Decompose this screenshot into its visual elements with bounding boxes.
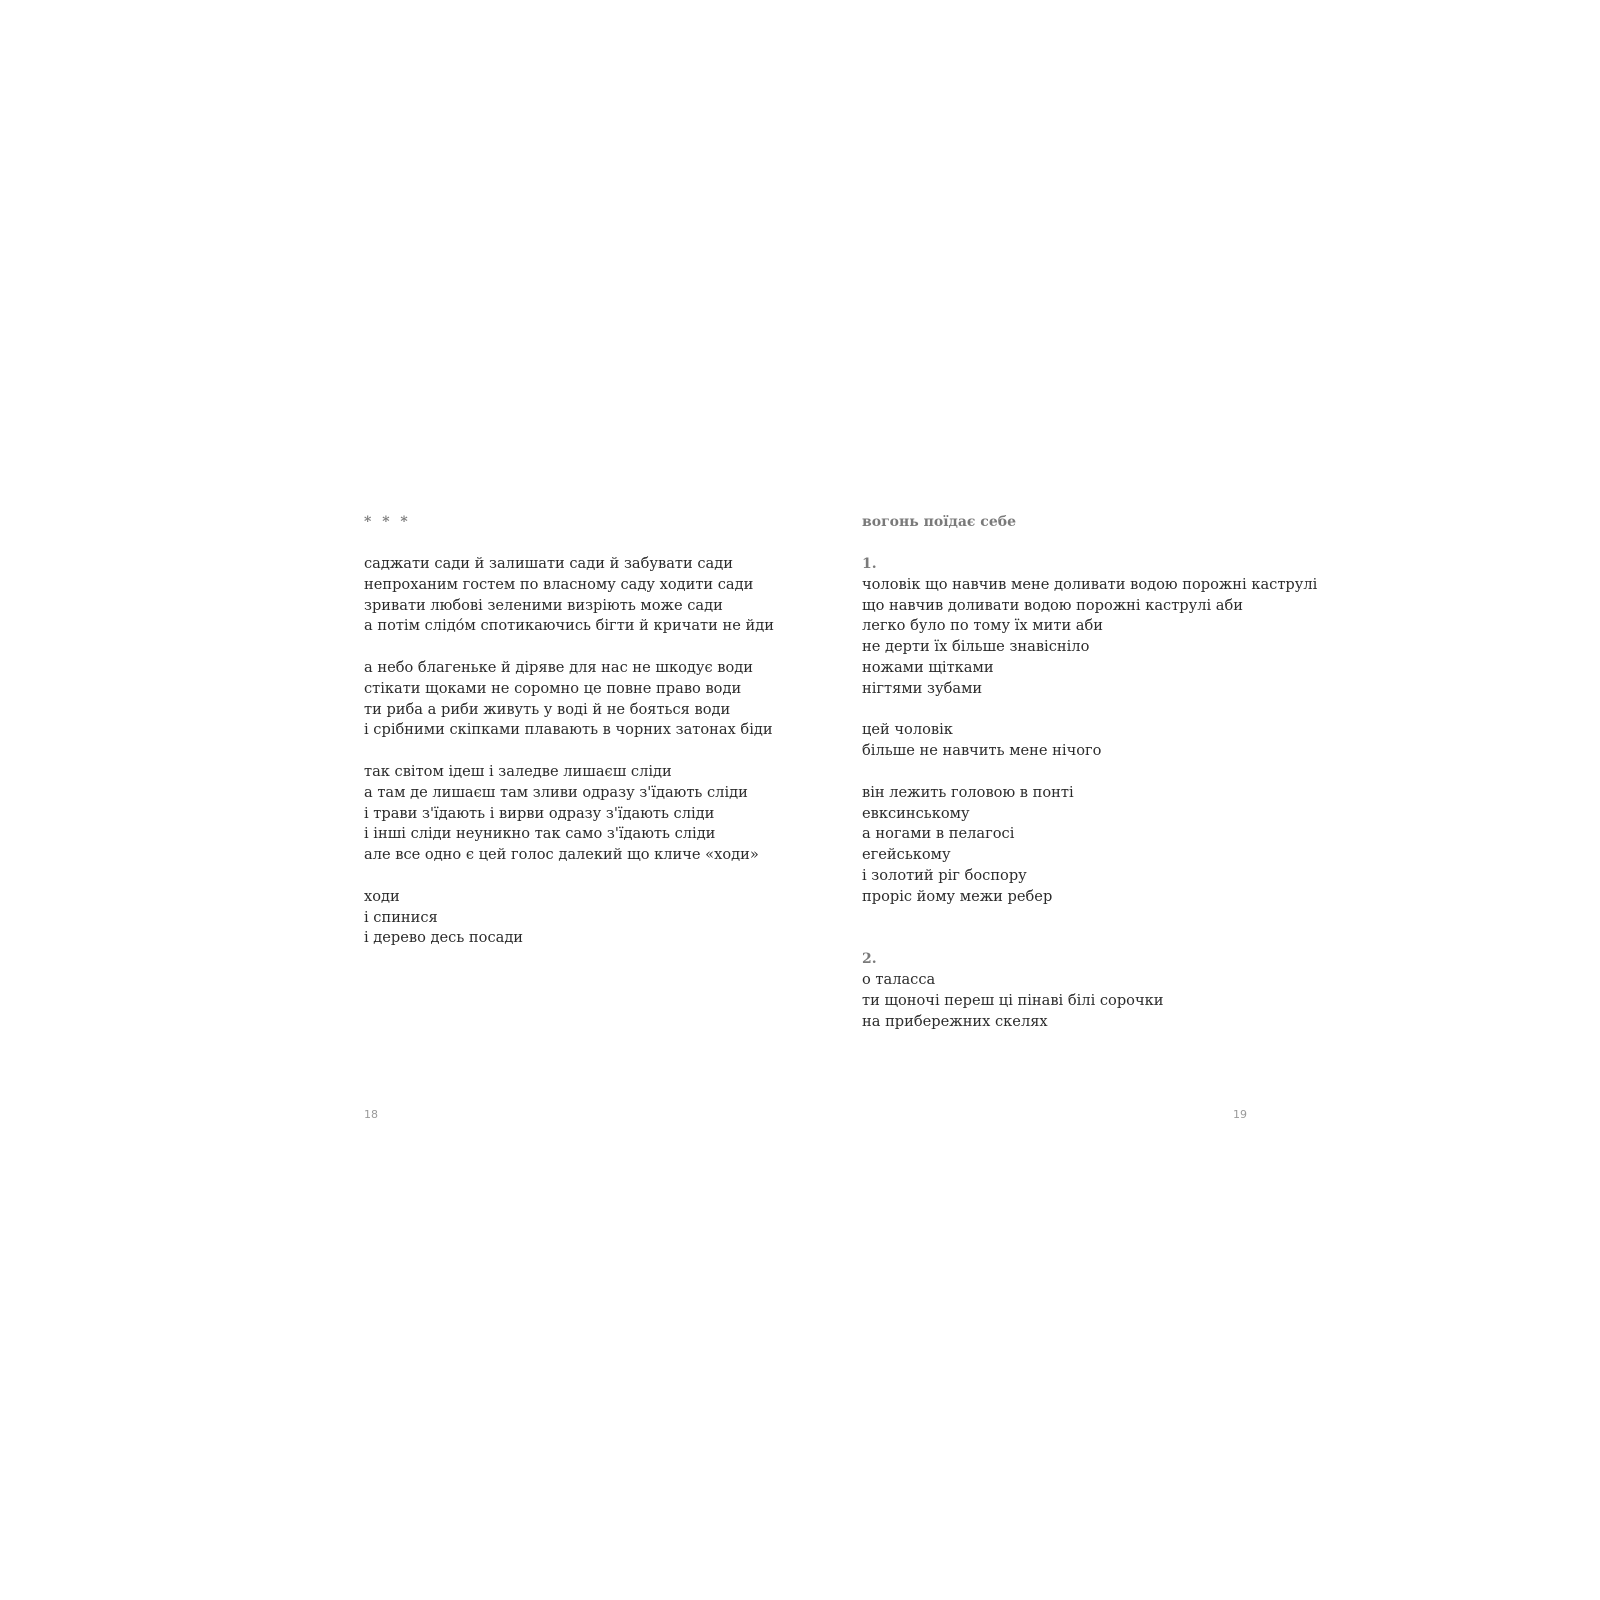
poem-line: а потім слідо́м спотикаючись бігти й кричати не йди	[364, 617, 774, 635]
section-1-stanza-2	[862, 720, 1317, 762]
poem-line: а ногами в пелагосі	[862, 825, 1015, 843]
poem-line: більше не навчить мене нічого	[862, 742, 1102, 760]
poem-line: чоловік що навчив мене доливати водою порожні каструлі	[862, 575, 1318, 593]
section-2-stanza-1	[862, 949, 1317, 1032]
section-number: 2.	[862, 951, 877, 968]
poem-line: і золотий ріг боспору	[862, 866, 1027, 884]
poem-line: і спинися	[364, 908, 438, 926]
poem-line: а там де лишаєш там зливи одразу з'їдають сліди	[364, 783, 748, 801]
page-number-left: 18	[364, 1108, 378, 1121]
section-1-stanza-3	[862, 783, 1317, 908]
poem-line: непроханим гостем по власному саду ходити сади	[364, 575, 754, 593]
poem-line: що навчив доливати водою порожні каструлі аби	[862, 596, 1243, 614]
poem-line: проріс йому межи ребер	[862, 887, 1053, 905]
poem-line: саджати сади й залишати сади й забувати сади	[364, 555, 733, 572]
poem-line: зривати любові зеленими визріють може сади	[364, 596, 723, 614]
poem-line: на прибережних скелях	[862, 1012, 1048, 1030]
poem-line: і інші сліди неуникно так само з'їдають сліди	[364, 825, 716, 843]
poem-line: але все одно є цей голос далекий що кличе «ходи»	[364, 846, 759, 864]
section-break-asterisks: * * *	[364, 514, 411, 530]
poem-line: він лежить головою в понті	[862, 783, 1074, 801]
poem-line: нігтями зубами	[862, 679, 983, 697]
poem-line: так світом ідеш і заледве лишаєш сліди	[364, 762, 672, 780]
poem-line: ти щоночі переш ці пінаві білі сорочки	[862, 991, 1164, 1009]
stanza-4	[364, 887, 774, 949]
poem-line: ходи	[364, 887, 400, 905]
section-1-stanza-1	[862, 554, 1317, 700]
poem-line: не дерти їх більше знавісніло	[862, 638, 1090, 656]
section-number: 1.	[862, 556, 877, 572]
stanza-3	[364, 762, 774, 866]
poem-line: а небо благеньке й діряве для нас не шкодує води	[364, 658, 754, 676]
stanza-1	[364, 554, 774, 637]
poem-body-right	[862, 554, 1317, 1053]
poem-line: о таласса	[862, 970, 936, 988]
poem-line: легко було по тому їх мити аби	[862, 617, 1104, 635]
page-number-right: 19	[1233, 1108, 1247, 1121]
poem-line: і срібними скіпками плавають в чорних затонах біди	[364, 721, 773, 739]
stanza-2	[364, 658, 774, 741]
poem-line: ти риба а риби живуть у воді й не бояться води	[364, 700, 731, 718]
poem-line: і трави з'їдають і вирви одразу з'їдають сліди	[364, 804, 715, 822]
poem-line: цей чоловік	[862, 721, 953, 739]
poem-line: егейському	[862, 846, 951, 864]
poem-body-left	[364, 554, 774, 970]
poem-title: вогонь поїдає себе	[862, 514, 1016, 530]
poem-line: стікати щоками не соромно це повне право води	[364, 679, 742, 697]
poem-line: евксинському	[862, 804, 970, 822]
poem-line: ножами щітками	[862, 658, 994, 676]
poem-line: і дерево десь посади	[364, 929, 524, 947]
